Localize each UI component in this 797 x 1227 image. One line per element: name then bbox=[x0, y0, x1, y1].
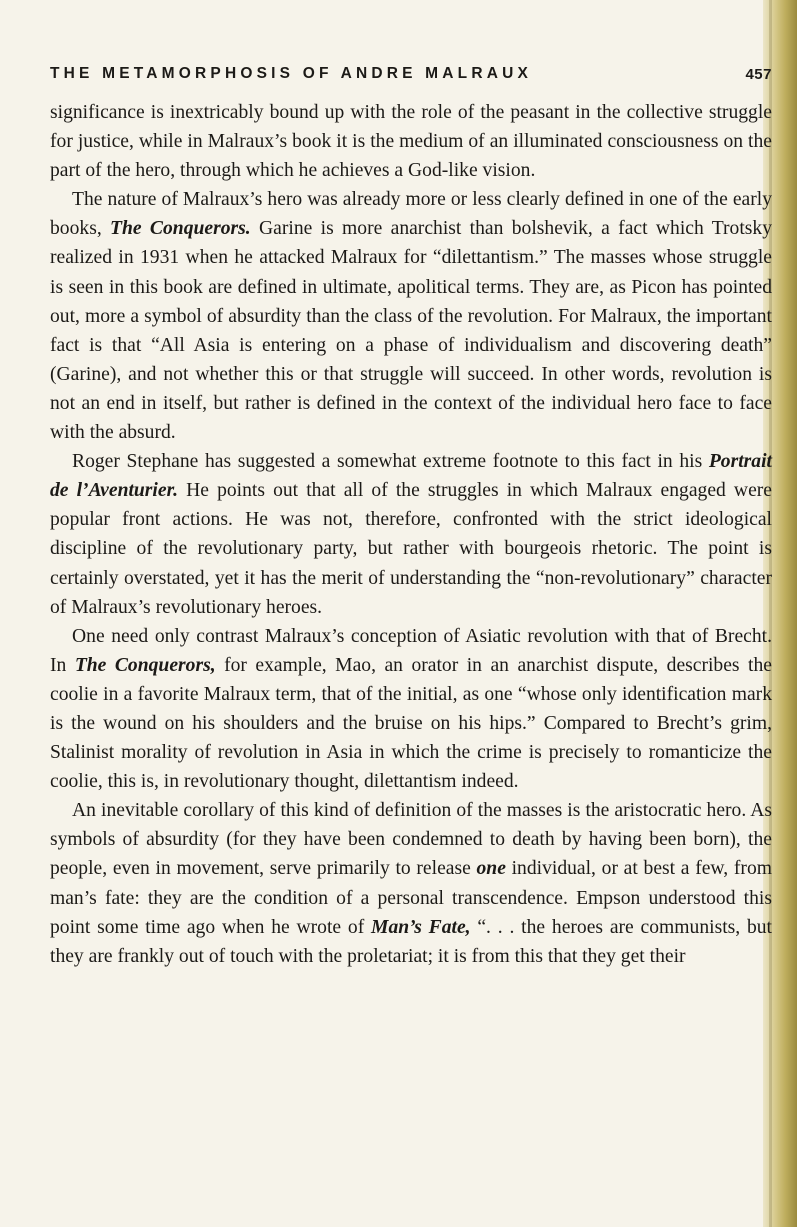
book-title: The Conquerors, bbox=[74, 654, 216, 676]
paragraph-3: Roger Stephane has suggested a somewhat extreme footnote to this fact in his Portrait de l’Aventurier. He points out that all of the struggles in which Malraux engaged were popular front actions. He was not, therefore, confronted with the strict ideological discipline of the revolutionary party, but rather with bourgeois rhetoric. The point is certainly overstated, yet it has the merit of understanding the “non-revolutionary” character of Malraux’s revolutionary heroes. bbox=[50, 451, 772, 618]
emphasis: one bbox=[476, 858, 506, 880]
book-title: The Conquerors. bbox=[110, 218, 251, 240]
paragraph-1: significance is inextricably bound up with the role of the peasant in the collective struggle for justice, while in Malraux’s book it is the medium of an illuminated consciousness on the part of the hero, through which he achieves a God-like vision. bbox=[50, 102, 772, 182]
paragraph-5: An inevitable corollary of this kind of definition of the masses is the aristocratic hero. As symbols of absurdity (for they have been condemned to death by having been born), the people, even in movement, serve primarily to release one individual, or at best a few, from man’s fate: they are the condition of a personal transcendence. Empson understood this point some time ago when he wrote of Man’s Fate, “. . . the heroes are communists, but they are frankly out of touch with the proletariat; it is from this that they get their bbox=[50, 800, 772, 967]
book-title: Portrait de l’Aventurier. bbox=[50, 451, 772, 502]
book-title: Man’s Fate, bbox=[371, 916, 471, 938]
paragraph-4: One need only contrast Malraux’s conception of Asiatic revolution with that of Brecht. In The Conquerors, for example, Mao, an orator in an anarchist dispute, describes the coolie in a favorite Malraux term, that of the initial, as one “whose only identification mark is the wound on his shoulders and the bruise on his hips.” Compared to Brecht’s grim, Stalinist morality of revolution in Asia in which the crime is precisely to romanticize the coolie, this is, in revolutionary thought, dilettantism indeed. bbox=[50, 625, 772, 793]
page-number: 457 bbox=[745, 65, 772, 83]
body-text bbox=[50, 98, 772, 971]
running-title: THE METAMORPHOSIS OF ANDRE MALRAUX bbox=[50, 65, 533, 82]
running-head bbox=[50, 62, 772, 86]
paragraph-2: The nature of Malraux’s hero was already more or less clearly defined in one of the early books, The Conquerors. Garine is more anarchist than bolshevik, a fact which Trotsky realized in 1931 when he attacked Malraux for “dilettantism.” The masses whose struggle is seen in this book are defined in ultimate, apolitical terms. They are, as Picon has pointed out, more a symbol of absurdity than the class of the revolution. For Malraux, the important fact is that “All Asia is entering on a phase of individualism and discovering death” (Garine), and not whether this or that struggle will succeed. In other words, revolution is not an end in itself, but rather is defined in the context of the individual hero face to face with the absurd. bbox=[50, 189, 772, 444]
